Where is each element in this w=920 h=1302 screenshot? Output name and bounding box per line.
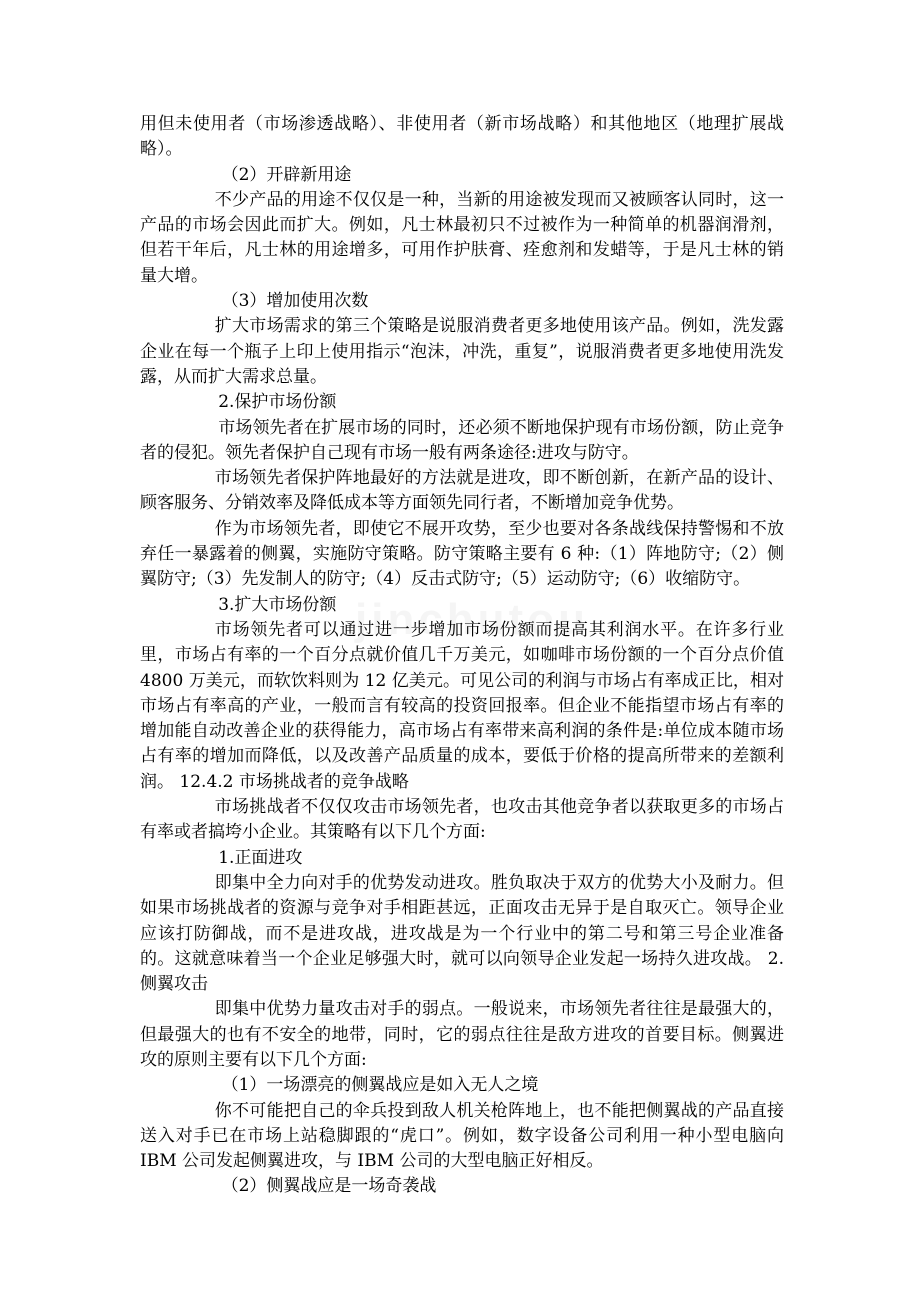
subheading: （1）一场漂亮的侧翼战应是如入无人之境 <box>221 1075 539 1096</box>
subheading: （2）开辟新用途 <box>221 164 352 185</box>
subheading: 2.保护市场份额 <box>218 392 337 413</box>
paragraph: 你不可能把自己的伞兵投到敌人机关枪阵地上，也不能把侧翼战的产品直接送入对手已在市场上站稳脚跟的“虎口”。例如，数字设备公司利用一种小型电脑向 IBM 公司发起侧翼进攻，与 IBM 公司的大型电脑正好相反。 <box>140 1100 784 1172</box>
paragraph: 用但未使用者（市场渗透战略）、非使用者（新市场战略）和其他地区（地理扩展战略）。 <box>140 114 784 160</box>
paragraph: 市场挑战者不仅仅攻击市场领先者，也攻击其他竞争者以获取更多的市场占有率或者搞垮小企业。其策略有以下几个方面: <box>140 797 784 843</box>
paragraph: 不少产品的用途不仅仅是一种，当新的用途被发现而又被顾客认同时，这一产品的市场会因此而扩大。例如，凡士林最初只不过被作为一种简单的机器润滑剂，但若干年后，凡士林的用途增多，可用作护肤膏、痊愈剂和发蜡等，于是凡士林的销量大增。 <box>140 189 784 286</box>
paragraph: 市场领先者保护阵地最好的方法就是进攻，即不断创新，在新产品的设计、顾客服务、分销效率及降低成本等方面领先同行者，不断增加竞争优势。 <box>140 468 784 514</box>
document-body <box>140 112 784 1200</box>
paragraph: 扩大市场需求的第三个策略是说服消费者更多地使用该产品。例如，洗发露企业在每一个瓶子上印上使用指示“泡沫，冲洗，重复”，说服消费者更多地使用洗发露，从而扩大需求总量。 <box>140 316 784 387</box>
paragraph: 市场领先者可以通过进一步增加市场份额而提高其利润水平。在许多行业里，市场占有率的一个百分点就价值几千万美元，如咖啡市场份额的一个百分点价值 4800 万美元，而软饮料则为 12 亿美元。可见公司的利润与市场占有率成正比，相对市场占有率高的产业，一般而言有较高的投资回报率。但企业不能指望市场占有率的增加能自动改善企业的获得能力，高市场占有率带来高利润的条件是:单位成本随市场占有率的增加而降低，以及改善产品质量的成本，要低于价格的提高所带来的差额利润。 12.4.2 市场挑战者的竞争战略 <box>140 619 784 792</box>
paragraph: 作为市场领先者，即使它不展开攻势，至少也要对各条战线保持警惕和不放弃任一暴露着的侧翼，实施防守策略。防守策略主要有 6 种:（1）阵地防守;（2）侧翼防守;（3）先发制人的防守;（4）反击式防守;（5）运动防守;（6）收缩防守。 <box>140 518 784 590</box>
paragraph: 市场领先者在扩展市场的同时，还必须不断地保护现有市场份额，防止竞争者的侵犯。领先者保护自己现有市场一般有两条途径:进攻与防守。 <box>140 417 784 463</box>
paragraph: 即集中全力向对手的优势发动进攻。胜负取决于双方的优势大小及耐力。但如果市场挑战者的资源与竞争对手相距甚远，正面攻击无异于是自取灭亡。领导企业应该打防御战，而不是进攻战，进攻战是为一个行业中的第二号和第三号企业准备的。这就意味着当一个企业足够强大时，就可以向领导企业发起一场持久进攻战。 2.侧翼攻击 <box>140 872 784 995</box>
subheading: 1.正面进攻 <box>218 847 303 868</box>
subheading: 3.扩大市场份额 <box>218 594 337 615</box>
subheading: （3）增加使用次数 <box>221 291 369 312</box>
paragraph: 即集中优势力量攻击对手的弱点。一般说来，市场领先者往往是最强大的，但最强大的也有不安全的地带，同时，它的弱点往往是敌方进攻的首要目标。侧翼进攻的原则主要有以下几个方面: <box>140 999 784 1070</box>
subheading: （2）侧翼战应是一场奇袭战 <box>221 1176 437 1197</box>
